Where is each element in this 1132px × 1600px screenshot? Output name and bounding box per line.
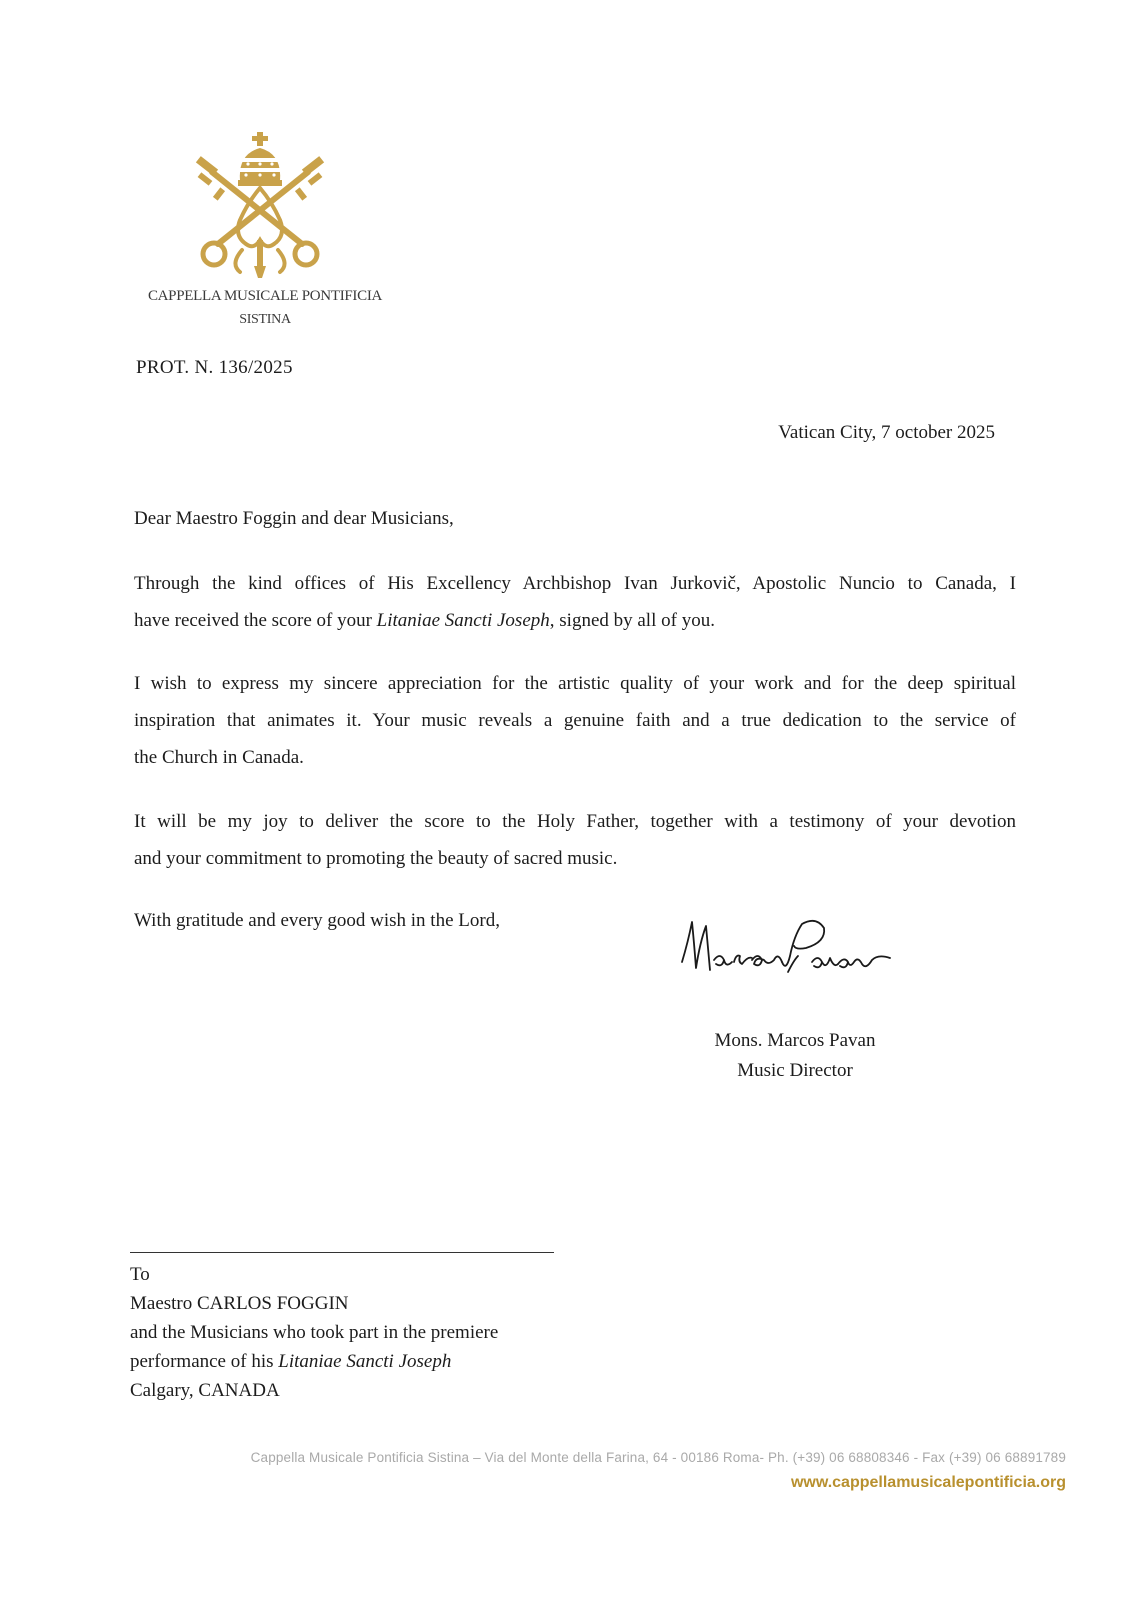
footer-address: Cappella Musicale Pontificia Sistina – Via del Monte della Farina, 64 - 00186 Roma- Ph. (+39) 06 68808346 - Fax (+39) 06 68891789 [250,1450,1066,1465]
recipient-line-3-text: performance of his [130,1351,279,1372]
recipient-work-title: Litaniae Sancti Joseph [278,1351,452,1372]
closing-phrase: With gratitude and every good wish in the Lord, [134,910,500,931]
paragraph-1-text-end: , signed by all of you. [549,610,715,631]
recipient-line-3 [130,1347,498,1376]
paragraph-2-line-1: I wish to express my sincere appreciation for the artistic quality of your work and for the deep spiritual [134,673,1016,694]
place-and-date: Vatican City, 7 october 2025 [778,422,995,443]
footer-website-link[interactable]: www.cappellamusicalepontificia.org [790,1474,1066,1491]
paragraph-2-line-3: the Church in Canada. [134,747,304,768]
paragraph-2-line-2: inspiration that animates it. Your music reveals a genuine faith and a true dedication to the service of [134,710,1016,731]
paragraph-1-text: have received the score of your [134,610,377,631]
paragraph-1-line-2 [134,602,1016,639]
signer-title: Music Director [737,1060,853,1081]
work-title: Litaniae Sancti Joseph [376,610,550,631]
letterhead-org-name: CAPPELLA MUSICALE PONTIFICIA [147,288,383,304]
address-divider [130,1252,554,1253]
paragraph-2 [134,665,1016,776]
handwritten-signature-icon [678,912,908,992]
recipient-to-label: To [130,1264,150,1285]
protocol-number: PROT. N. 136/2025 [136,357,293,378]
paragraph-1 [134,565,1016,639]
letterhead-org-subtitle: SISTINA [239,312,291,327]
paragraph-3 [134,803,1016,877]
paragraph-1-line-1: Through the kind offices of His Excellency Archbishop Ivan Jurkovič, Apostolic Nuncio to Canada, I [134,573,1016,594]
paragraph-3-line-2: and your commitment to promoting the beauty of sacred music. [134,848,618,869]
recipient-line-4: Calgary, CANADA [130,1380,280,1401]
recipient-line-1: Maestro CARLOS FOGGIN [130,1293,349,1314]
recipient-line-2: and the Musicians who took part in the premiere [130,1322,499,1343]
recipient-address [130,1260,498,1405]
salutation: Dear Maestro Foggin and dear Musicians, [134,508,454,529]
signer-name: Mons. Marcos Pavan [714,1030,876,1051]
papal-emblem-icon [190,132,330,278]
paragraph-3-line-1: It will be my joy to deliver the score to the Holy Father, together with a testimony of your devotion [134,811,1016,832]
